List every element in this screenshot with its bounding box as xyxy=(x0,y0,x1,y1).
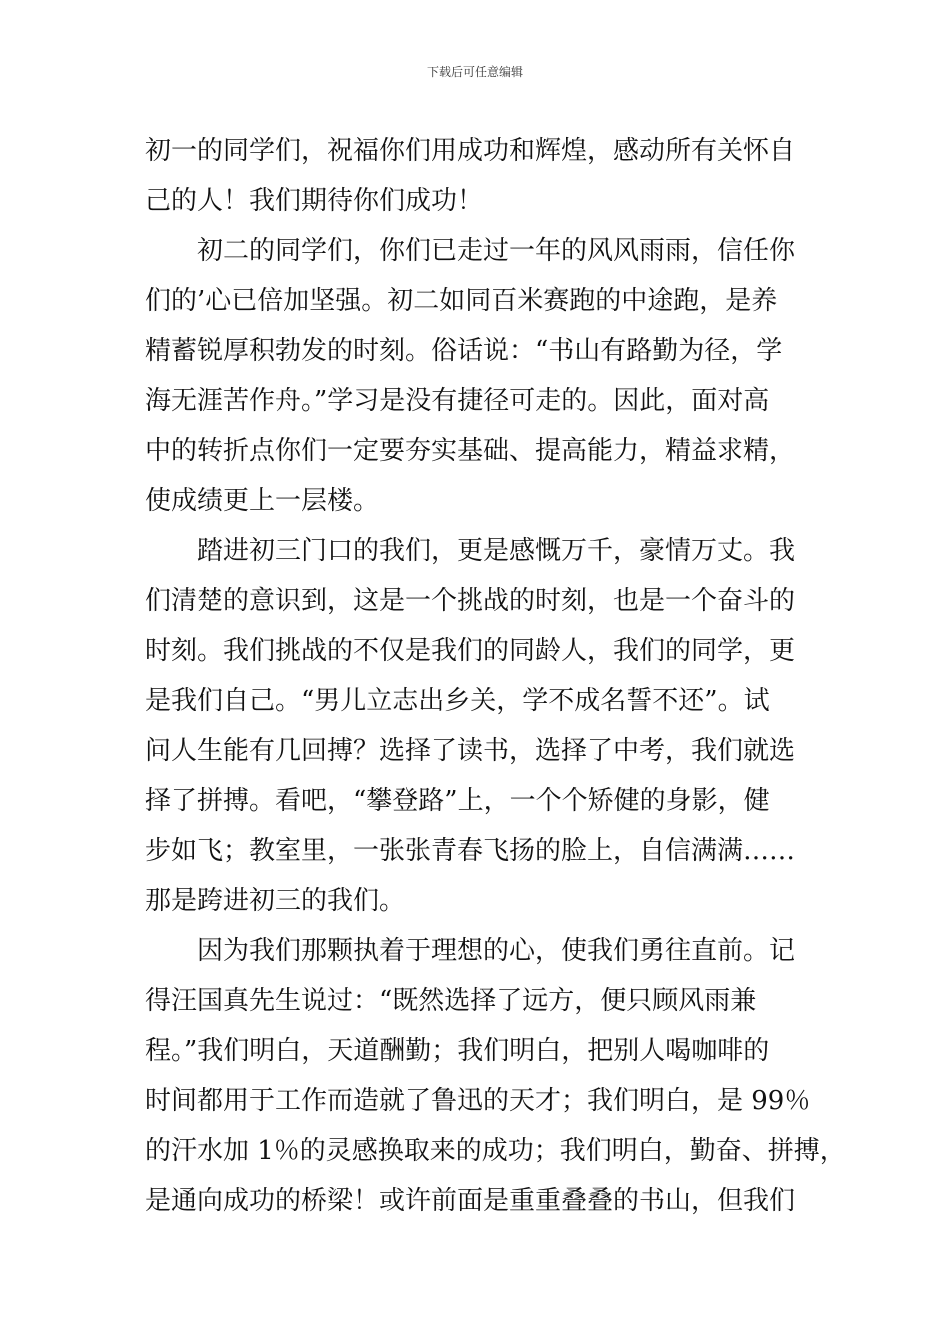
text-line: 是我们自己。“男儿立志出乡关，学不成名誓不还”。试 xyxy=(145,686,770,716)
text-line: 是通向成功的桥梁！或许前面是重重叠叠的书山，但我们 xyxy=(145,1186,796,1216)
text-line: 中的转折点你们一定要夯实基础、提高能力，精益求精， xyxy=(145,436,796,466)
text-line: 海无涯苦作舟。”学习是没有捷径可走的。因此，面对高 xyxy=(145,386,770,416)
text-line: 得汪国真先生说过：“既然选择了远方，便只顾风雨兼 xyxy=(145,986,757,1016)
text-line: 精蓄锐厚积勃发的时刻。俗话说：“书山有路勤为径，学 xyxy=(145,336,783,366)
paragraph-start-line: 因为我们那颗执着于理想的心，使我们勇往直前。记 xyxy=(197,936,796,966)
paragraph-start-line: 踏进初三门口的我们，更是感慨万千，豪情万丈。我 xyxy=(197,536,796,566)
text-line: 择了拼搏。看吧，“攀登路”上，一个个矫健的身影，健 xyxy=(145,786,770,816)
text-line: 使成绩更上一层楼。 xyxy=(145,486,380,516)
text-line: 步如飞；教室里，一张张青春飞扬的脸上，自信满满…… xyxy=(145,836,796,866)
text-line: 的汗水加 1％的灵感换取来的成功；我们明白，勤奋、拼搏， xyxy=(145,1136,846,1166)
paragraph-start-line: 初二的同学们，你们已走过一年的风风雨雨，信任你 xyxy=(197,236,796,266)
text-line: 问人生能有几回搏？选择了读书，选择了中考，我们就选 xyxy=(145,736,796,766)
text-line: 们的’心已倍加坚强。初二如同百米赛跑的中途跑，是养 xyxy=(145,286,778,316)
text-line: 程。”我们明白，天道酬勤；我们明白，把别人喝咖啡的 xyxy=(145,1036,770,1066)
page-header-note: 下载后可任意编辑 xyxy=(426,65,523,79)
text-line: 己的人！我们期待你们成功！ xyxy=(145,186,484,216)
text-line: 时刻。我们挑战的不仅是我们的同龄人，我们的同学，更 xyxy=(145,636,796,666)
document-body xyxy=(145,126,846,1226)
text-line: 那是跨进初三的我们。 xyxy=(145,886,406,916)
text-line: 们清楚的意识到，这是一个挑战的时刻，也是一个奋斗的 xyxy=(145,586,796,616)
text-line: 时间都用于工作而造就了鲁迅的天才；我们明白，是 99％ xyxy=(145,1086,811,1116)
text-line: 初一的同学们，祝福你们用成功和辉煌，感动所有关怀自 xyxy=(145,136,796,166)
